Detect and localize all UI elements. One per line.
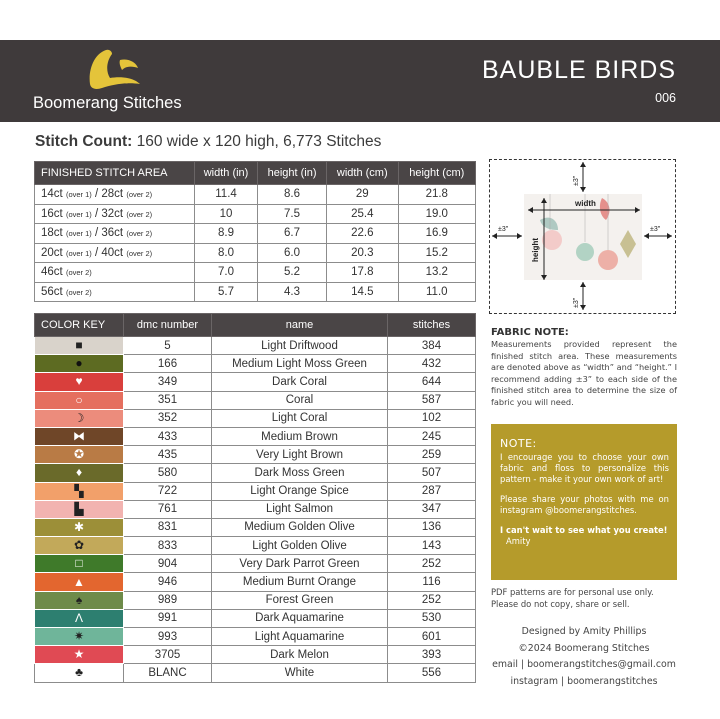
stitch-symbol-icon: ● <box>75 356 83 371</box>
color-swatch <box>35 464 124 482</box>
fabric-count-note: (over 2) <box>126 248 153 258</box>
stitch-count-cell: 136 <box>388 518 476 536</box>
color-key-table <box>34 313 476 683</box>
fabric-count: 40ct <box>101 246 124 259</box>
stitch-symbol-icon: ♠ <box>75 592 83 607</box>
width-in-cell: 7.0 <box>195 263 258 283</box>
dmc-number-cell: 761 <box>124 500 212 518</box>
size-table-row <box>35 185 476 205</box>
fabric-count: 14ct <box>41 188 63 201</box>
color-name-cell: Medium Burnt Orange <box>212 573 388 591</box>
color-name-cell: Very Light Brown <box>212 446 388 464</box>
stitch-count-cell: 530 <box>388 609 476 627</box>
height-in-cell: 4.3 <box>258 282 327 302</box>
header-cell: width (in) <box>195 162 258 185</box>
color-swatch <box>35 337 124 355</box>
dmc-number-cell: 352 <box>124 409 212 427</box>
dmc-number-cell: 3705 <box>124 646 212 664</box>
note-signature: Amity <box>506 536 531 546</box>
color-name-cell: White <box>212 664 388 682</box>
height-label: height <box>531 238 540 262</box>
color-key-row <box>35 409 476 427</box>
contact-email[interactable]: email | boomerangstitches@gmail.com <box>492 659 676 670</box>
stitch-count-cell: 252 <box>388 591 476 609</box>
stitch-count-value: 160 wide x 120 high, 6,773 Stitches <box>136 133 382 150</box>
stitch-symbol-icon: ⧓ <box>73 429 85 444</box>
fabric-count-cell: 14ct (over 1) / 28ct (over 2) <box>35 185 195 205</box>
stitch-count-cell: 287 <box>388 482 476 500</box>
color-name-cell: Dark Coral <box>212 373 388 391</box>
credits <box>491 624 677 690</box>
height-cm-cell: 11.0 <box>398 282 475 302</box>
pdf-note-line: Please do not copy, share or sell. <box>491 599 630 609</box>
left-margin-label: ±3" <box>498 226 509 233</box>
finished-size-table <box>34 161 476 302</box>
color-swatch <box>35 555 124 573</box>
header-cell: name <box>212 314 388 337</box>
color-key-row <box>35 646 476 664</box>
height-in-cell: 5.2 <box>258 263 327 283</box>
pattern-number: 006 <box>655 91 676 105</box>
width-in-cell: 10 <box>195 204 258 224</box>
color-key-row <box>35 537 476 555</box>
color-name-cell: Dark Melon <box>212 646 388 664</box>
color-key-row <box>35 573 476 591</box>
size-table-row <box>35 224 476 244</box>
width-cm-cell: 29 <box>327 185 399 205</box>
fabric-count-note: (over 2) <box>65 268 92 278</box>
color-swatch <box>35 518 124 536</box>
dmc-number-cell: 831 <box>124 518 212 536</box>
width-cm-cell: 17.8 <box>327 263 399 283</box>
dmc-number-cell: 833 <box>124 537 212 555</box>
size-table-row <box>35 282 476 302</box>
note-box <box>491 424 677 580</box>
color-swatch <box>35 391 124 409</box>
fabric-count-cell: 18ct (over 1) / 36ct (over 2) <box>35 224 195 244</box>
color-name-cell: Very Dark Parrot Green <box>212 555 388 573</box>
stitch-symbol-icon: ▙ <box>74 501 84 516</box>
fabric-count-note: (over 2) <box>126 209 153 219</box>
height-cm-cell: 13.2 <box>398 263 475 283</box>
color-swatch <box>35 427 124 445</box>
header-cell: COLOR KEY <box>35 314 124 337</box>
dmc-number-cell: 946 <box>124 573 212 591</box>
stitch-count-cell: 347 <box>388 500 476 518</box>
color-key-row <box>35 427 476 445</box>
stitch-symbol-icon: ✱ <box>73 519 85 534</box>
color-name-cell: Light Aquamarine <box>212 628 388 646</box>
fabric-count: 18ct <box>41 227 63 240</box>
fabric-count-cell <box>35 263 195 283</box>
color-key-row <box>35 628 476 646</box>
color-swatch <box>35 591 124 609</box>
color-swatch <box>35 355 124 373</box>
width-label: width <box>575 199 596 208</box>
size-table-row <box>35 243 476 263</box>
dmc-number-cell: 722 <box>124 482 212 500</box>
fabric-count: 20ct <box>41 246 63 259</box>
designer-credit: Designed by Amity Phillips <box>521 626 647 637</box>
fabric-count-cell <box>35 282 195 302</box>
stitch-count-cell: 644 <box>388 373 476 391</box>
stitch-symbol-icon: Λ <box>74 610 83 625</box>
diagram-illustration <box>490 160 674 312</box>
height-in-cell: 6.0 <box>258 243 327 263</box>
stitch-symbol-icon: ☽ <box>73 410 85 425</box>
stitch-count-cell: 245 <box>388 427 476 445</box>
stitch-count-cell: 252 <box>388 555 476 573</box>
width-in-cell: 5.7 <box>195 282 258 302</box>
stitch-symbol-icon: □ <box>75 556 83 571</box>
color-swatch <box>35 446 124 464</box>
color-swatch <box>35 537 124 555</box>
fabric-count: 32ct <box>101 207 124 220</box>
fabric-count-note: (over 2) <box>65 287 92 297</box>
bottom-margin-label: ±3" <box>573 297 580 308</box>
stitch-symbol-icon: ○ <box>75 392 83 407</box>
fabric-count-note: (over 1) <box>65 190 92 200</box>
color-key-row <box>35 391 476 409</box>
boomerang-logo-icon <box>84 48 144 92</box>
color-key-row <box>35 337 476 355</box>
color-key-row <box>35 500 476 518</box>
size-table-row <box>35 263 476 283</box>
width-in-cell: 11.4 <box>195 185 258 205</box>
color-name-cell: Light Salmon <box>212 500 388 518</box>
color-table-header <box>35 314 476 337</box>
fabric-count: 46ct <box>41 266 63 279</box>
stitch-count-cell: 507 <box>388 464 476 482</box>
color-name-cell: Dark Moss Green <box>212 464 388 482</box>
stitch-symbol-icon: ▲ <box>73 574 85 589</box>
fabric-count-note: (over 1) <box>65 248 92 258</box>
contact-instagram[interactable]: instagram | boomerangstitches <box>510 675 658 687</box>
color-swatch <box>35 500 124 518</box>
dmc-number-cell: 5 <box>124 337 212 355</box>
color-swatch <box>35 609 124 627</box>
note-closing: I can't wait to see what you create! <box>500 525 668 535</box>
stitch-symbol-icon: ♦ <box>75 465 83 480</box>
fabric-count: 56ct <box>41 285 63 298</box>
color-key-row <box>35 591 476 609</box>
color-key-row <box>35 482 476 500</box>
stitch-symbol-icon: ♣ <box>75 665 83 680</box>
dmc-number-cell: 435 <box>124 446 212 464</box>
header-cell: height (in) <box>258 162 327 185</box>
size-table-row <box>35 204 476 224</box>
right-margin-label: ±3" <box>650 226 661 233</box>
fabric-count-cell: 16ct (over 1) / 32ct (over 2) <box>35 204 195 224</box>
color-key-row <box>35 609 476 627</box>
pdf-note-line: PDF patterns are for personal use only. <box>491 587 654 597</box>
fabric-count-note: (over 1) <box>65 229 92 239</box>
color-name-cell: Light Orange Spice <box>212 482 388 500</box>
width-in-cell: 8.0 <box>195 243 258 263</box>
color-name-cell: Coral <box>212 391 388 409</box>
stitch-count-cell: 143 <box>388 537 476 555</box>
color-name-cell: Light Coral <box>212 409 388 427</box>
header-banner <box>0 40 720 122</box>
brand-name: Boomerang Stitches <box>33 94 182 112</box>
dmc-number-cell: BLANC <box>124 664 212 682</box>
color-key-row <box>35 664 476 682</box>
color-swatch <box>35 482 124 500</box>
color-swatch <box>35 646 124 664</box>
fabric-count-note: (over 1) <box>65 209 92 219</box>
stitch-count-cell: 587 <box>388 391 476 409</box>
color-name-cell: Forest Green <box>212 591 388 609</box>
note-paragraph: Please share your photos with me on instagram @boomerangstitches. <box>500 494 669 515</box>
color-name-cell: Dark Aquamarine <box>212 609 388 627</box>
dmc-number-cell: 166 <box>124 355 212 373</box>
stitch-symbol-icon: ★ <box>73 647 85 662</box>
color-key-row <box>35 355 476 373</box>
width-cm-cell: 25.4 <box>327 204 399 224</box>
top-margin-label: ±3" <box>573 175 580 186</box>
stitch-count-cell: 432 <box>388 355 476 373</box>
color-swatch <box>35 664 124 682</box>
pdf-usage-note <box>491 586 654 610</box>
fabric-note-text: Measurements provided represent the finished stitch area. These measurements are denoted above as “width” and “height.” I recommend adding ±3” to each side of the finished stitch area to determine the size of fabric you will need. <box>491 339 677 407</box>
height-cm-cell: 16.9 <box>398 224 475 244</box>
height-cm-cell: 21.8 <box>398 185 475 205</box>
stitch-count-cell: 116 <box>388 573 476 591</box>
width-in-cell: 8.9 <box>195 224 258 244</box>
color-name-cell: Medium Brown <box>212 427 388 445</box>
header-cell: FINISHED STITCH AREA <box>35 162 195 185</box>
header-cell: width (cm) <box>327 162 399 185</box>
header-cell: stitches <box>388 314 476 337</box>
header-cell: dmc number <box>124 314 212 337</box>
width-cm-cell: 20.3 <box>327 243 399 263</box>
dmc-number-cell: 904 <box>124 555 212 573</box>
color-swatch <box>35 409 124 427</box>
stitch-symbol-icon: ✪ <box>73 447 85 462</box>
stitch-count <box>35 133 381 151</box>
color-key-row <box>35 373 476 391</box>
dmc-number-cell: 351 <box>124 391 212 409</box>
stitch-count-label: Stitch Count: <box>35 133 133 150</box>
fabric-size-diagram <box>489 159 676 314</box>
color-key-row <box>35 464 476 482</box>
stitch-symbol-icon: ✿ <box>73 538 85 553</box>
dmc-number-cell: 989 <box>124 591 212 609</box>
height-in-cell: 6.7 <box>258 224 327 244</box>
fabric-count: 16ct <box>41 207 63 220</box>
height-cm-cell: 19.0 <box>398 204 475 224</box>
stitch-symbol-icon: ✷ <box>73 629 85 644</box>
fabric-count: 36ct <box>101 227 124 240</box>
fabric-note-title: FABRIC NOTE: <box>491 327 569 338</box>
stitch-count-cell: 601 <box>388 628 476 646</box>
dmc-number-cell: 993 <box>124 628 212 646</box>
color-swatch <box>35 373 124 391</box>
dmc-number-cell: 991 <box>124 609 212 627</box>
color-name-cell: Medium Light Moss Green <box>212 355 388 373</box>
header-cell: height (cm) <box>398 162 475 185</box>
color-name-cell: Light Golden Olive <box>212 537 388 555</box>
stitch-symbol-icon: ♥ <box>75 374 83 389</box>
width-cm-cell: 14.5 <box>327 282 399 302</box>
copyright: ©2024 Boomerang Stitches <box>518 642 650 654</box>
color-key-row <box>35 518 476 536</box>
color-key-row <box>35 446 476 464</box>
color-name-cell: Medium Golden Olive <box>212 518 388 536</box>
color-key-row <box>35 555 476 573</box>
stitch-count-cell: 556 <box>388 664 476 682</box>
stitch-symbol-icon: ▚ <box>74 483 84 498</box>
stitch-count-cell: 102 <box>388 409 476 427</box>
width-cm-cell: 22.6 <box>327 224 399 244</box>
stitch-count-cell: 384 <box>388 337 476 355</box>
dmc-number-cell: 433 <box>124 427 212 445</box>
fabric-count: 28ct <box>101 188 124 201</box>
height-in-cell: 7.5 <box>258 204 327 224</box>
note-paragraph: I encourage you to choose your own fabric and floss to personalize this pattern - make it your own work of art! <box>500 452 669 484</box>
pattern-title: BAUBLE BIRDS <box>481 56 676 84</box>
size-table-header <box>35 162 476 185</box>
fabric-count-note: (over 2) <box>126 190 153 200</box>
dmc-number-cell: 349 <box>124 373 212 391</box>
height-in-cell: 8.6 <box>258 185 327 205</box>
color-swatch <box>35 628 124 646</box>
fabric-count-cell: 20ct (over 1) / 40ct (over 2) <box>35 243 195 263</box>
stitch-symbol-icon: ■ <box>75 338 83 353</box>
dmc-number-cell: 580 <box>124 464 212 482</box>
note-title: NOTE: <box>500 437 537 450</box>
stitch-count-cell: 259 <box>388 446 476 464</box>
fabric-count-note: (over 2) <box>126 229 153 239</box>
color-name-cell: Light Driftwood <box>212 337 388 355</box>
height-cm-cell: 15.2 <box>398 243 475 263</box>
stitch-count-cell: 393 <box>388 646 476 664</box>
color-swatch <box>35 573 124 591</box>
